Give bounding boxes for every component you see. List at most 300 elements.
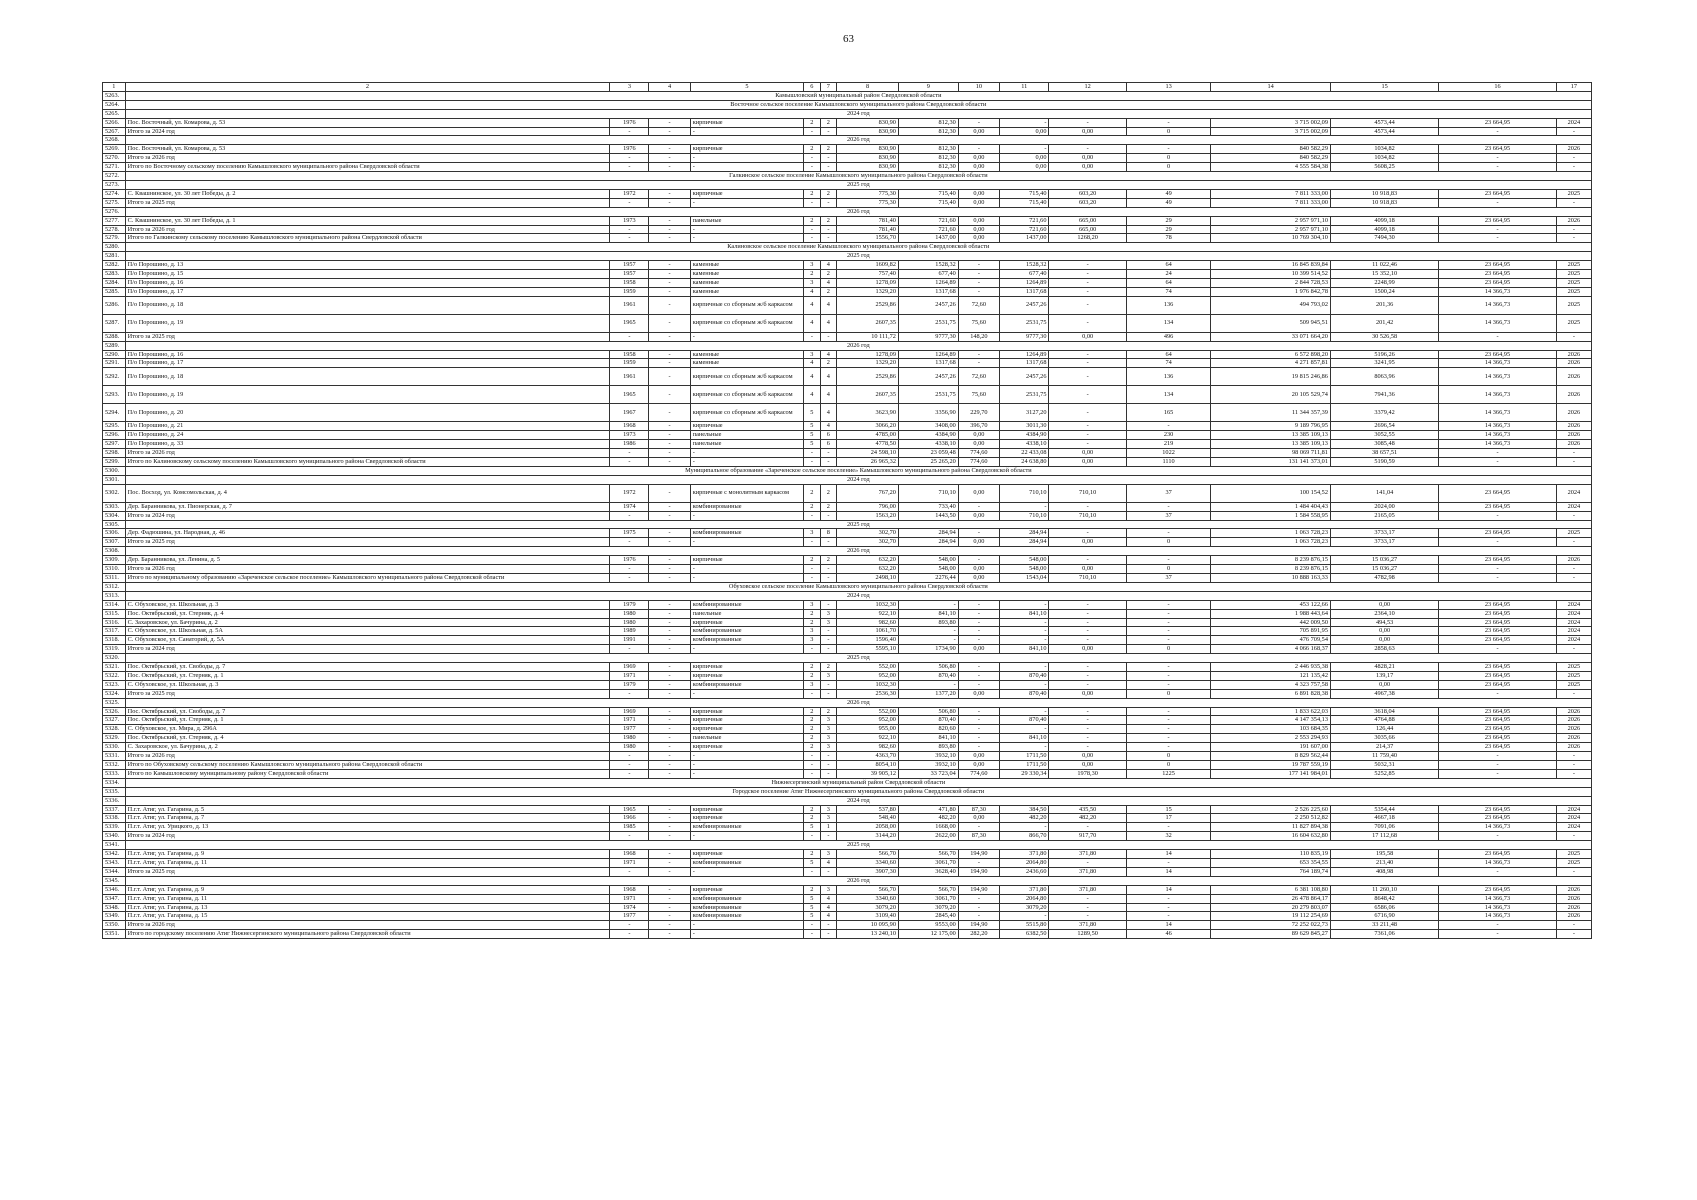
table-cell: -: [958, 556, 999, 565]
table-cell: 103 684,35: [1211, 725, 1331, 734]
table-cell: 632,20: [837, 565, 899, 574]
table-cell: -: [649, 618, 690, 627]
table-cell: 23 664,95: [1439, 627, 1557, 636]
address-cell: Итого по Обуховскому сельскому поселению Камышловского муниципального района Свердловской области: [125, 761, 610, 770]
row-number: 5302.: [103, 484, 126, 502]
table-cell: 509 945,51: [1211, 314, 1331, 332]
table-cell: 0,00: [1049, 332, 1126, 341]
table-cell: 4384,90: [1000, 431, 1049, 440]
table-cell: панельные: [690, 440, 803, 449]
table-cell: -: [649, 823, 690, 832]
table-cell: -: [649, 511, 690, 520]
table-row: [103, 368, 1592, 386]
address-cell: П/о Порошино, д. 16: [125, 278, 610, 287]
table-cell: 1974: [610, 903, 649, 912]
table-cell: 396,70: [958, 422, 999, 431]
table-cell: -: [1049, 386, 1126, 404]
row-number: 5269.: [103, 145, 126, 154]
table-cell: -: [820, 627, 836, 636]
table-cell: -: [958, 743, 999, 752]
table-cell: -: [1439, 573, 1557, 582]
table-cell: кирпичные со сборным ж/б каркасом: [690, 404, 803, 422]
table-row: [103, 189, 1592, 198]
row-number: 5342.: [103, 850, 126, 859]
table-cell: -: [820, 458, 836, 467]
table-row: [103, 350, 1592, 359]
table-cell: 3 715 002,09: [1211, 118, 1331, 127]
table-cell: кирпичные: [690, 422, 803, 431]
table-cell: 548,00: [1000, 565, 1049, 574]
table-cell: -: [958, 680, 999, 689]
table-cell: -: [1126, 743, 1211, 752]
address-cell: Пос. Восточный, ул. Комарова, д. 53: [125, 118, 610, 127]
table-cell: 2024,00: [1330, 502, 1438, 511]
table-cell: -: [690, 921, 803, 930]
table-cell: -: [649, 484, 690, 502]
table-cell: -: [649, 449, 690, 458]
table-cell: -: [649, 458, 690, 467]
table-row: [103, 154, 1592, 163]
row-number: 5320.: [103, 654, 126, 663]
table-cell: 0,00: [958, 234, 999, 243]
table-cell: 2026: [1556, 145, 1591, 154]
table-cell: 2536,30: [837, 689, 899, 698]
table-row: [103, 609, 1592, 618]
row-number: 5278.: [103, 225, 126, 234]
table-row: [103, 921, 1592, 930]
table-cell: 0,00: [958, 689, 999, 698]
table-row: [103, 716, 1592, 725]
table-row: [103, 725, 1592, 734]
section-row: [103, 172, 1592, 181]
table-cell: 2: [804, 502, 820, 511]
table-cell: 3907,30: [837, 867, 899, 876]
table-cell: 14 366,73: [1439, 404, 1557, 422]
table-cell: 30 526,58: [1330, 332, 1438, 341]
table-cell: -: [1049, 858, 1126, 867]
table-cell: -: [1049, 636, 1126, 645]
table-cell: -: [1126, 663, 1211, 672]
table-cell: 3: [820, 618, 836, 627]
table-cell: -: [649, 858, 690, 867]
section-row: [103, 876, 1592, 885]
table-cell: 1980: [610, 734, 649, 743]
table-cell: 14 366,73: [1439, 314, 1557, 332]
column-number-cell: 14: [1211, 83, 1331, 92]
table-cell: -: [804, 921, 820, 930]
table-cell: 1225: [1126, 769, 1211, 778]
table-cell: 2026: [1556, 716, 1591, 725]
table-cell: -: [1556, 234, 1591, 243]
table-cell: -: [649, 350, 690, 359]
table-cell: 49: [1126, 189, 1211, 198]
table-cell: -: [1126, 707, 1211, 716]
table-cell: 721,60: [898, 225, 958, 234]
table-cell: -: [649, 814, 690, 823]
address-cell: Дер. Фадюшина, ул. Народная, д. 46: [125, 529, 610, 538]
table-cell: 453 122,66: [1211, 600, 1331, 609]
table-cell: 812,30: [898, 163, 958, 172]
table-cell: 3085,48: [1330, 440, 1438, 449]
section-title: 2024 год: [125, 591, 1591, 600]
table-cell: -: [1556, 573, 1591, 582]
table-cell: 23 664,95: [1439, 600, 1557, 609]
table-cell: каменные: [690, 270, 803, 279]
address-cell: П/о Порошино, д. 19: [125, 314, 610, 332]
table-cell: -: [649, 707, 690, 716]
table-cell: 1278,09: [837, 350, 899, 359]
table-cell: -: [690, 154, 803, 163]
column-number-cell: 5: [690, 83, 803, 92]
table-cell: -: [649, 636, 690, 645]
table-cell: -: [649, 440, 690, 449]
table-row: [103, 127, 1592, 136]
table-cell: 2025: [1556, 296, 1591, 314]
table-cell: комбинированные: [690, 502, 803, 511]
table-cell: -: [1556, 769, 1591, 778]
table-cell: 2: [820, 287, 836, 296]
table-cell: 2: [804, 484, 820, 502]
table-cell: 23 664,95: [1439, 118, 1557, 127]
table-cell: 710,10: [1049, 511, 1126, 520]
table-cell: 0: [1126, 761, 1211, 770]
table-cell: 1264,89: [898, 350, 958, 359]
table-cell: 3: [820, 671, 836, 680]
table-cell: 37: [1126, 573, 1211, 582]
table-cell: 46: [1126, 930, 1211, 939]
table-cell: -: [804, 752, 820, 761]
row-number: 5263.: [103, 91, 126, 100]
table-cell: 2026: [1556, 368, 1591, 386]
table-cell: 2026: [1556, 431, 1591, 440]
table-cell: 2: [820, 359, 836, 368]
table-cell: 2026: [1556, 216, 1591, 225]
table-row: [103, 618, 1592, 627]
table-cell: -: [1126, 502, 1211, 511]
table-cell: -: [804, 645, 820, 654]
row-number: 5341.: [103, 841, 126, 850]
table-cell: 2026: [1556, 912, 1591, 921]
row-number: 5338.: [103, 814, 126, 823]
table-cell: 2025: [1556, 314, 1591, 332]
table-cell: 4573,44: [1330, 127, 1438, 136]
table-cell: 25 265,20: [898, 458, 958, 467]
table-cell: -: [1439, 234, 1557, 243]
table-cell: 16 604 632,80: [1211, 832, 1331, 841]
table-cell: 14 366,73: [1439, 431, 1557, 440]
table-cell: -: [1556, 645, 1591, 654]
table-cell: 5196,26: [1330, 350, 1438, 359]
table-cell: 4: [820, 314, 836, 332]
table-cell: -: [804, 573, 820, 582]
table-cell: 710,10: [1000, 484, 1049, 502]
table-row: [103, 440, 1592, 449]
table-cell: 1500,24: [1330, 287, 1438, 296]
table-cell: -: [820, 930, 836, 939]
table-cell: 2: [820, 556, 836, 565]
table-cell: -: [820, 867, 836, 876]
table-cell: -: [820, 761, 836, 770]
table-cell: 0,00: [958, 216, 999, 225]
table-cell: 0,00: [1049, 127, 1126, 136]
table-cell: 2025: [1556, 663, 1591, 672]
table-cell: 1289,50: [1049, 930, 1126, 939]
table-cell: 1974: [610, 502, 649, 511]
table-cell: 1971: [610, 671, 649, 680]
table-cell: -: [649, 894, 690, 903]
column-number-cell: 13: [1126, 83, 1211, 92]
table-cell: 3241,95: [1330, 359, 1438, 368]
table-cell: 841,10: [898, 609, 958, 618]
address-cell: Итого за 2026 год: [125, 154, 610, 163]
table-cell: 24 638,80: [1000, 458, 1049, 467]
table-cell: 774,60: [958, 769, 999, 778]
table-cell: -: [820, 769, 836, 778]
table-row: [103, 404, 1592, 422]
row-number: 5322.: [103, 671, 126, 680]
table-cell: -: [1049, 671, 1126, 680]
column-number-cell: 12: [1049, 83, 1126, 92]
table-cell: -: [1126, 145, 1211, 154]
page-number: 63: [843, 33, 854, 45]
table-cell: 2024: [1556, 609, 1591, 618]
table-cell: 371,80: [1049, 885, 1126, 894]
table-cell: -: [1049, 350, 1126, 359]
table-cell: кирпичные: [690, 118, 803, 127]
table-cell: 3: [820, 743, 836, 752]
table-cell: 710,10: [898, 484, 958, 502]
table-cell: комбинированные: [690, 680, 803, 689]
table-cell: 4: [820, 278, 836, 287]
table-cell: -: [610, 234, 649, 243]
table-cell: кирпичные: [690, 725, 803, 734]
section-row: [103, 109, 1592, 118]
table-row: [103, 752, 1592, 761]
table-cell: 3052,55: [1330, 431, 1438, 440]
row-number: 5297.: [103, 440, 126, 449]
table-cell: 2529,86: [837, 296, 899, 314]
table-cell: комбинированные: [690, 912, 803, 921]
table-cell: 19 112 254,69: [1211, 912, 1331, 921]
table-cell: 8: [820, 529, 836, 538]
table-cell: 841,10: [1000, 734, 1049, 743]
table-cell: 4384,90: [898, 431, 958, 440]
table-cell: -: [1049, 404, 1126, 422]
table-row: [103, 484, 1592, 502]
table-cell: 4 271 857,81: [1211, 359, 1331, 368]
row-number: 5328.: [103, 725, 126, 734]
table-row: [103, 287, 1592, 296]
table-cell: 2696,54: [1330, 422, 1438, 431]
table-cell: -: [1049, 359, 1126, 368]
table-cell: 922,10: [837, 609, 899, 618]
section-title: 2026 год: [125, 547, 1591, 556]
section-title: 2024 год: [125, 109, 1591, 118]
table-cell: комбинированные: [690, 636, 803, 645]
row-number: 5292.: [103, 368, 126, 386]
table-cell: 3: [820, 609, 836, 618]
row-number: 5319.: [103, 645, 126, 654]
table-cell: 982,60: [837, 618, 899, 627]
row-number: 5326.: [103, 707, 126, 716]
table-cell: панельные: [690, 216, 803, 225]
table-cell: 677,40: [1000, 270, 1049, 279]
table-cell: -: [610, 163, 649, 172]
table-cell: 2 957 971,10: [1211, 225, 1331, 234]
table-cell: 371,80: [1000, 885, 1049, 894]
table-cell: 1991: [610, 636, 649, 645]
table-cell: -: [820, 832, 836, 841]
section-row: [103, 243, 1592, 252]
table-cell: панельные: [690, 734, 803, 743]
table-cell: 4: [820, 296, 836, 314]
table-cell: 2026: [1556, 885, 1591, 894]
table-cell: 11 827 894,38: [1211, 823, 1331, 832]
address-cell: С. Квашнинское, ул. 30 лет Победы, д. 1: [125, 216, 610, 225]
column-number-cell: 4: [649, 83, 690, 92]
table-cell: 840 582,29: [1211, 145, 1331, 154]
table-cell: 1979: [610, 600, 649, 609]
table-cell: 4: [804, 287, 820, 296]
table-cell: 3079,20: [1000, 903, 1049, 912]
table-cell: -: [1049, 145, 1126, 154]
table-cell: 1110: [1126, 458, 1211, 467]
table-cell: 715,40: [898, 198, 958, 207]
table-cell: -: [1049, 287, 1126, 296]
section-row: [103, 841, 1592, 850]
table-row: [103, 431, 1592, 440]
table-cell: 1966: [610, 814, 649, 823]
section-title: Городское поселение Атиг Нижнесергинского муниципального района Свердловской области: [125, 787, 1591, 796]
table-cell: 774,60: [958, 449, 999, 458]
table-cell: кирпичные со сборным ж/б каркасом: [690, 368, 803, 386]
table-cell: 16 845 839,84: [1211, 261, 1331, 270]
table-cell: 302,70: [837, 529, 899, 538]
table-cell: 14 366,73: [1439, 386, 1557, 404]
section-row: [103, 136, 1592, 145]
table-cell: 3061,70: [898, 894, 958, 903]
row-number: 5349.: [103, 912, 126, 921]
table-cell: 134: [1126, 386, 1211, 404]
table-row: [103, 565, 1592, 574]
table-cell: -: [958, 663, 999, 672]
table-cell: -: [1000, 502, 1049, 511]
section-title: 2025 год: [125, 180, 1591, 189]
table-cell: -: [1049, 609, 1126, 618]
table-cell: 2457,26: [1000, 368, 1049, 386]
table-cell: 0,00: [1049, 689, 1126, 698]
table-cell: 5: [804, 422, 820, 431]
table-cell: -: [1000, 823, 1049, 832]
table-cell: 0,00: [1049, 645, 1126, 654]
table-cell: 1: [820, 823, 836, 832]
table-cell: -: [649, 600, 690, 609]
table-cell: 302,70: [837, 538, 899, 547]
table-cell: 2024: [1556, 618, 1591, 627]
table-row: [103, 671, 1592, 680]
table-row: [103, 814, 1592, 823]
address-cell: Итого за 2025 год: [125, 332, 610, 341]
table-cell: 4: [820, 903, 836, 912]
table-cell: -: [610, 930, 649, 939]
table-cell: -: [1439, 538, 1557, 547]
table-cell: 4782,98: [1330, 573, 1438, 582]
table-cell: -: [649, 145, 690, 154]
table-cell: 6586,06: [1330, 903, 1438, 912]
table-cell: 7091,06: [1330, 823, 1438, 832]
table-cell: 1957: [610, 261, 649, 270]
address-cell: Пос. Октябрьский, ул. Стерняк, д. 1: [125, 716, 610, 725]
row-number: 5283.: [103, 270, 126, 279]
row-number: 5296.: [103, 431, 126, 440]
row-number: 5299.: [103, 458, 126, 467]
table-cell: -: [649, 769, 690, 778]
table-cell: -: [649, 278, 690, 287]
table-cell: 870,40: [898, 716, 958, 725]
table-cell: -: [804, 761, 820, 770]
table-cell: -: [1126, 725, 1211, 734]
table-cell: 64: [1126, 278, 1211, 287]
address-cell: П.г.т. Атиг, ул. Гагарина, д. 9: [125, 885, 610, 894]
table-row: [103, 314, 1592, 332]
table-cell: -: [1000, 680, 1049, 689]
column-number-cell: 7: [820, 83, 836, 92]
address-cell: П.г.т. Атиг, ул. Гагарина, д. 7: [125, 814, 610, 823]
table-cell: 29: [1126, 216, 1211, 225]
table-cell: 24 598,10: [837, 449, 899, 458]
address-cell: Пос. Восход, ул. Комсомольская, д. 4: [125, 484, 610, 502]
table-cell: 2024: [1556, 484, 1591, 502]
table-cell: -: [649, 671, 690, 680]
table-cell: 5: [804, 404, 820, 422]
row-number: 5315.: [103, 609, 126, 618]
table-cell: -: [804, 234, 820, 243]
column-number-row: [103, 83, 1592, 92]
table-cell: 0: [1126, 538, 1211, 547]
table-cell: 476 709,54: [1211, 636, 1331, 645]
table-cell: 0,00: [958, 484, 999, 502]
table-cell: 3408,00: [898, 422, 958, 431]
table-cell: 14 366,73: [1439, 359, 1557, 368]
section-title: Камышловский муниципальный район Свердловской области: [125, 91, 1591, 100]
row-number: 5295.: [103, 422, 126, 431]
table-cell: 10 888 163,33: [1211, 573, 1331, 582]
table-cell: -: [1049, 716, 1126, 725]
table-cell: -: [610, 511, 649, 520]
table-cell: -: [610, 198, 649, 207]
table-cell: 435,50: [1049, 805, 1126, 814]
table-cell: 1971: [610, 858, 649, 867]
table-cell: -: [649, 832, 690, 841]
table-cell: 87,30: [958, 805, 999, 814]
table-row: [103, 903, 1592, 912]
table-cell: -: [649, 404, 690, 422]
row-number: 5317.: [103, 627, 126, 636]
table-cell: 2: [820, 189, 836, 198]
table-cell: -: [898, 680, 958, 689]
table-cell: 1979: [610, 680, 649, 689]
table-cell: 3: [820, 725, 836, 734]
table-cell: -: [649, 234, 690, 243]
table-cell: 0: [1126, 689, 1211, 698]
table-cell: -: [1049, 903, 1126, 912]
table-cell: -: [958, 716, 999, 725]
table-cell: -: [1126, 636, 1211, 645]
row-number: 5273.: [103, 180, 126, 189]
table-cell: 870,40: [1000, 716, 1049, 725]
table-cell: -: [804, 225, 820, 234]
table-cell: 870,40: [1000, 671, 1049, 680]
